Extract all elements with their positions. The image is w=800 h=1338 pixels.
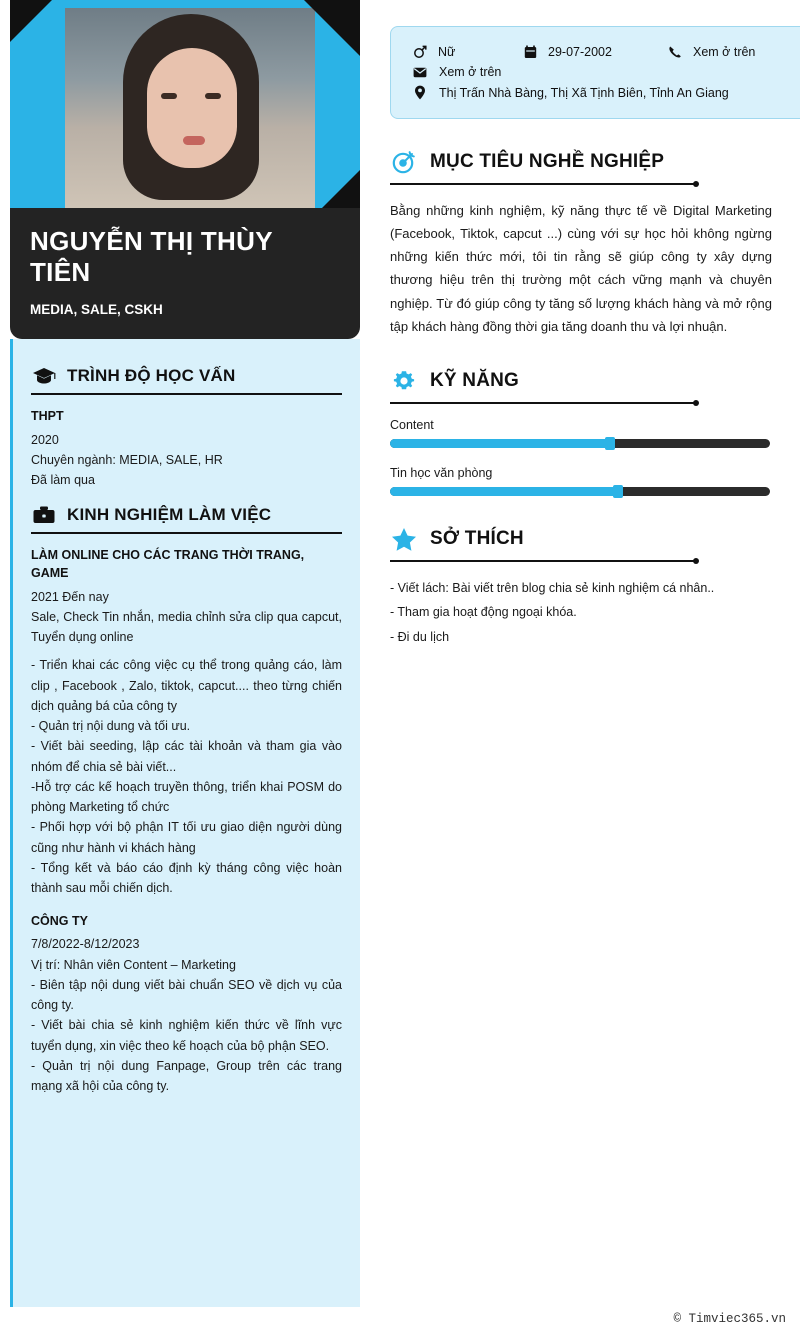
- profile-photo-block: [10, 0, 360, 208]
- job-detail: - Quản trị nội dung và tối ưu.: [31, 719, 191, 733]
- envelope-icon: [411, 67, 429, 78]
- contact-row[interactable]: [411, 65, 795, 79]
- hobbies-heading: [390, 526, 770, 552]
- hobbies-section: [390, 526, 770, 649]
- experience-item: [31, 546, 342, 898]
- contact-birthday: [521, 45, 656, 59]
- education-year: 2020: [31, 432, 59, 447]
- skills-divider: [390, 402, 695, 404]
- photo-corner-top-left: [10, 0, 52, 42]
- gender-icon: [411, 45, 429, 59]
- job-title-text: CÔNG TY: [31, 914, 88, 929]
- phone-icon: [666, 45, 684, 59]
- location-pin-icon: [411, 85, 429, 100]
- education-title: TRÌNH ĐỘ HỌC VẤN: [67, 366, 236, 386]
- education-heading: [31, 365, 342, 387]
- calendar-icon: [521, 45, 539, 59]
- experience-item: [31, 912, 342, 1096]
- skill-bar: [390, 487, 770, 496]
- skill-fill: [390, 487, 618, 496]
- education-major: Chuyên ngành: MEDIA, SALE, HR: [31, 452, 223, 467]
- photo-corner-bottom-right: [322, 170, 360, 208]
- graduation-cap-icon: [31, 365, 57, 387]
- skill-label: Content: [390, 417, 434, 432]
- education-divider: [31, 393, 342, 395]
- job-detail: - Biên tập nội dung viết bài chuẩn SEO về dịch vụ của công ty.: [31, 977, 342, 1013]
- job-detail: - Quản trị nội dung Fanpage, Group trên các trang mạng xã hội của công ty.: [31, 1058, 342, 1094]
- job-detail: - Tổng kết và báo cáo định kỳ tháng công việc hoàn thành sau mỗi chiến dịch.: [31, 860, 342, 895]
- skills-title: KỸ NĂNG: [430, 369, 520, 391]
- page-title: NGUYỄN THỊ THÙY TIÊN: [30, 226, 273, 288]
- right-column: [390, 0, 800, 649]
- skills-heading: [390, 368, 770, 394]
- target-icon: [390, 149, 418, 175]
- objective-divider: [390, 183, 695, 185]
- contact-gender-value: Nữ: [438, 45, 456, 59]
- contact-row: [411, 85, 795, 100]
- contact-birthday-value: 29-07-2002: [548, 45, 612, 59]
- education-note: Đã làm qua: [31, 473, 95, 487]
- photo-corner-top-right: [304, 0, 360, 56]
- job-detail: Vị trí: Nhân viên Content – Marketing: [31, 957, 236, 972]
- portrait-lips: [183, 136, 205, 145]
- contact-email-value: Xem ở trên: [439, 65, 502, 79]
- spacer: [390, 448, 770, 466]
- objective-heading: [390, 149, 770, 175]
- skill-knob[interactable]: [605, 437, 615, 450]
- skill-bar: [390, 439, 770, 448]
- skill-knob[interactable]: [613, 485, 623, 498]
- hobbies-divider: [390, 560, 695, 562]
- objective-title: MỤC TIÊU NGHỀ NGHIỆP: [430, 151, 665, 172]
- left-column: [10, 0, 360, 1338]
- job-detail: Sale, Check Tin nhắn, media chỉnh sửa clip qua capcut, Tuyển dụng online: [31, 609, 342, 644]
- contact-phone-value: Xem ở trên: [693, 45, 756, 59]
- skill-fill: [390, 439, 610, 448]
- contact-gender: [411, 45, 511, 59]
- objective-text: Bằng những kinh nghiệm, kỹ năng thực tế về Digital Marketing (Facebook, Tiktok, capcut ...) cùng với sự học hỏi không ngừng những kiến thức mới, tôi tin rằng sẽ giúp công ty xây dựng thương hiệu trên thị trường một cách vững mạnh và chuyên nghiệp. Từ đó giúp công ty tăng số lượng khách hàng và mở rộng tập khách hàng đồng thời gia tăng doanh thu và lợi nhuận.: [390, 203, 772, 334]
- contact-address-value: Thị Trấn Nhà Bàng, Thị Xã Tịnh Biên, Tỉnh An Giang: [439, 85, 729, 100]
- contact-phone[interactable]: [666, 45, 755, 59]
- footer-watermark: © Timviec365.vn: [673, 1312, 786, 1326]
- hobby-item: - Tham gia hoạt động ngoại khóa.: [390, 605, 577, 620]
- star-icon: [390, 526, 418, 552]
- avatar: [65, 8, 315, 208]
- experience-title: KINH NGHIỆM LÀM VIỆC: [67, 505, 272, 525]
- job-title: MEDIA, SALE, CSKH: [30, 302, 163, 318]
- name-block: [10, 208, 360, 339]
- briefcase-icon: [31, 504, 57, 526]
- portrait-face: [147, 48, 237, 168]
- skill-label: Tin học văn phòng: [390, 465, 493, 480]
- hobby-item: - Đi du lịch: [390, 629, 450, 644]
- contact-box: [390, 26, 800, 119]
- hobby-item: - Viết lách: Bài viết trên blog chia sẻ kinh nghiệm cá nhân..: [390, 580, 715, 595]
- hobbies-title: SỞ THÍCH: [430, 527, 524, 549]
- job-period: 7/8/2022-8/12/2023: [31, 937, 140, 952]
- skill-item: [390, 418, 770, 448]
- spacer: [31, 647, 342, 655]
- portrait-eye-left: [161, 93, 177, 99]
- job-title-text: LÀM ONLINE CHO CÁC TRANG THỜI TRANG, GAME: [31, 548, 305, 581]
- gear-icon: [390, 368, 418, 394]
- portrait-eye-right: [205, 93, 221, 99]
- job-detail: - Viết bài chia sẻ kinh nghiệm kiến thức về lĩnh vực tuyển dụng, xin việc theo kế hoạch của bộ phận SEO.: [31, 1018, 342, 1053]
- experience-divider: [31, 532, 342, 534]
- job-detail: -Hỗ trợ các kế hoạch truyền thông, triển khai POSM do phòng Marketing tổ chức: [31, 779, 342, 814]
- skills-section: [390, 368, 770, 496]
- job-detail: - Viết bài seeding, lập các tài khoản và tham gia vào nhóm để chia sẻ bài viết...: [31, 739, 342, 774]
- skill-item: [390, 466, 770, 496]
- spacer: [31, 490, 342, 504]
- contact-row: [411, 45, 795, 59]
- education-school: THPT: [31, 409, 64, 424]
- experience-heading: [31, 504, 342, 526]
- left-content: [10, 339, 360, 1307]
- objective-section: [390, 149, 770, 338]
- spacer: [31, 898, 342, 912]
- job-detail: - Phối hợp với bộ phận IT tối ưu giao diện người dùng cũng như hành vi khách hàng: [31, 820, 342, 855]
- job-period: 2021 Đến nay: [31, 589, 109, 604]
- job-detail: - Triển khai các công việc cụ thể trong quảng cáo, làm clip , Facebook , Zalo, tiktok, capcut.... theo từng chiến dịch quảng bá của công ty: [31, 658, 342, 713]
